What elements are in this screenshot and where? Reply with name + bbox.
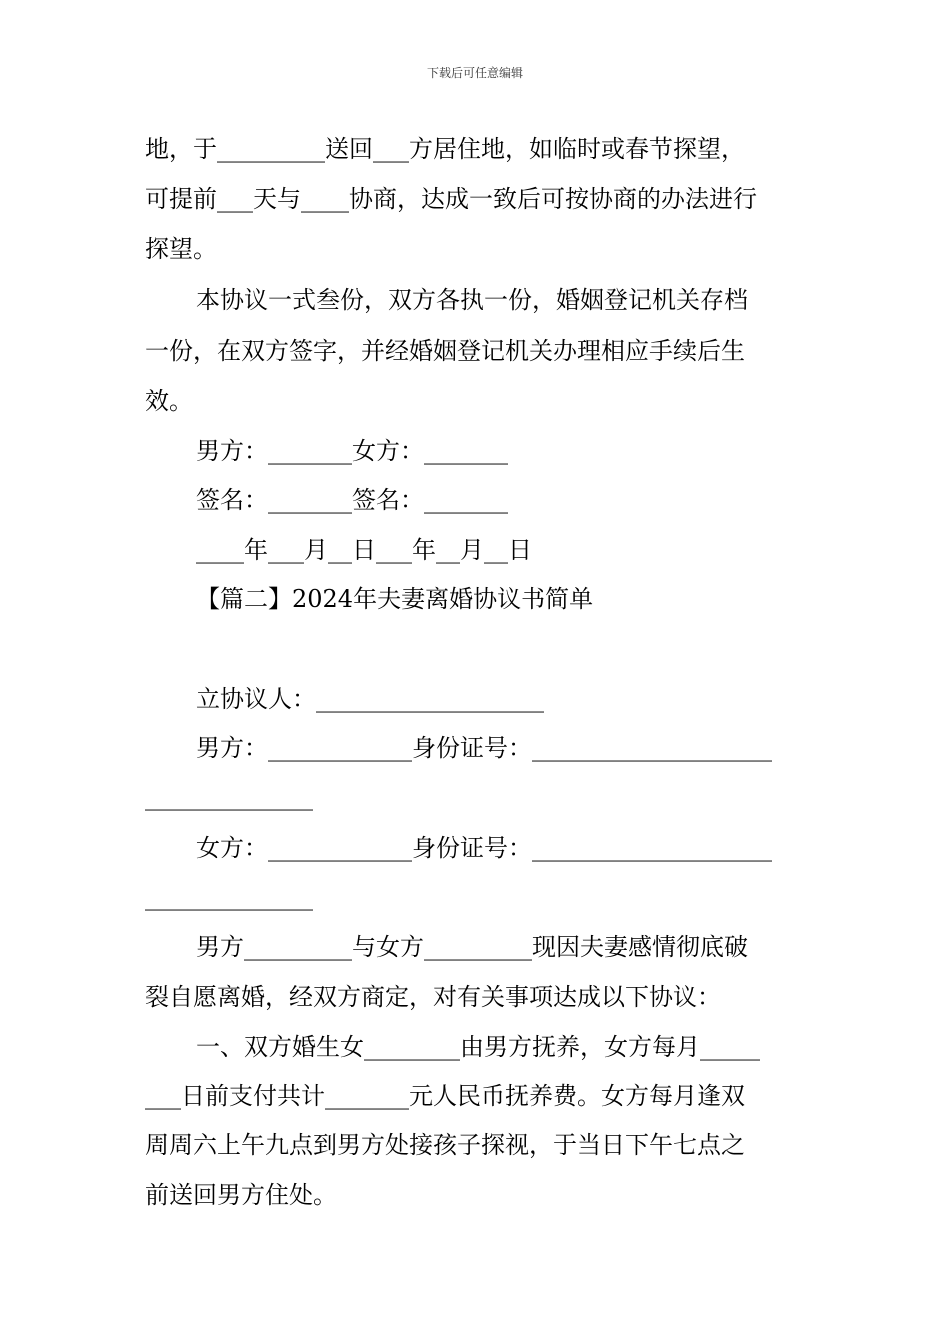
paragraph-line: 可提前___天与____协商，达成一致后可按协商的办法进行 [145, 185, 757, 213]
female-party-line: 女方：____________身份证号：____________________ [196, 834, 772, 862]
female-id-continuation: ______________ [145, 883, 313, 911]
agreement-parties-line: 立协议人：___________________ [196, 685, 544, 713]
paragraph-line: 本协议一式叁份，双方各执一份，婚姻登记机关存档 [196, 286, 748, 314]
paragraph-line: 一份，在双方签字，并经婚姻登记机关办理相应手续后生 [145, 337, 745, 365]
paragraph-line: 探望。 [145, 235, 217, 263]
clause-line: 前送回男方住处。 [145, 1181, 337, 1209]
clause-line: 周周六上午九点到男方处接孩子探视，于当日下午七点之 [145, 1131, 745, 1159]
section-title: 【篇二】2024年夫妻离婚协议书简单 [196, 585, 594, 613]
clause-line: ___日前支付共计_______元人民币抚养费。女方每月逢双 [145, 1082, 745, 1110]
male-party-line: 男方：____________身份证号：____________________ [196, 734, 772, 762]
paragraph-line: 地，于_________送回___方居住地，如临时或春节探望， [145, 135, 745, 163]
signature-line-parties: 男方：_______女方：_______ [196, 437, 508, 465]
male-id-continuation: ______________ [145, 783, 313, 811]
clause-line: 一、双方婚生女________由男方抚养，女方每月_____ [196, 1033, 760, 1061]
signature-line-dates: ____年___月__日___年__月__日 [196, 536, 532, 564]
paragraph-line: 效。 [145, 387, 193, 415]
paragraph-line: 男方_________与女方_________现因夫妻感情彻底破 [196, 933, 748, 961]
signature-line-names: 签名：_______签名：_______ [196, 486, 508, 514]
paragraph-line: 裂自愿离婚，经双方商定，对有关事项达成以下协议： [145, 983, 721, 1011]
page-header: 下载后可任意编辑 [426, 66, 523, 80]
